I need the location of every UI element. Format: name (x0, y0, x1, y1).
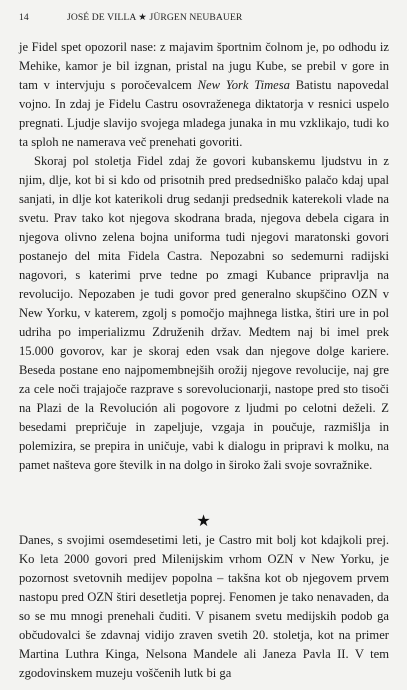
newspaper-title: New York Timesa (197, 78, 290, 92)
running-title: JOSÉ DE VILLA ★ JÜRGEN NEUBAUER (67, 12, 243, 23)
paragraph: Danes, s svojimi osemdesetimi leti, je Castro mit bolj kot kdajkoli prej. Ko leta 2000 govori pred Milenijskim vrhom OZN v New Yorku, je pozornost svetovnih medijev popolna – takšna kot ob njegovem prvem nastopu pred OZN štiri desetletja poprej. Fenomen je tako nenavaden, da so se mu mnogi prenehali čuditi. V pisanem svetu medijskih podob ga občudovalci še zdavnaj vidijo zraven svetih 20. stoletja, kot na primer Martina Luthra Kinga, Nelsona Mandele ali Janeza Pavla II. V tem zgodovinskem muzeju voščenih lutk bi ga (19, 533, 389, 680)
section-separator-star: ★ (196, 513, 211, 530)
paragraph-text: Batistu napovedal vojno. In zdaj je Fidelu Castru osovraženega diktatorja v resnici uspelo pregnati. Ljudje slavijo svojega mladega junaka in mu vzklikajo, tudi ko ta sploh ne namerava več prenehati govoriti. (19, 78, 389, 149)
running-header (19, 12, 393, 23)
body-text-section-2 (19, 531, 389, 683)
body-text (19, 38, 389, 475)
paragraph-text: je Fidel spet opozoril nase: z majavim športnim čolnom je, po odhodu iz Mehike, kamor je bil izgnan, pristal na jugu Kube, se prebil v gore in tam v intervjuju s poročevalcem (19, 40, 389, 92)
page-number: 14 (19, 12, 29, 23)
paragraph-continued (19, 38, 389, 152)
paragraph: Skoraj pol stoletja Fidel zdaj že govori kubanskemu ljudstvu in z njim, dlje, kot bi si kdo od prisotnih pred predsedniško palačo kdaj upal sanjati, in dlje kot katerikoli drug sedanji predsednik katerekoli vlade na svetu. Prav tako kot njegova skodrana brada, njegova debela cigara in njegova olivno zelena bojna uniforma tudi njegovi maratonski govori postanejo del mita Fidela Castra. Nepozabni so sedemurni radijski nagovori, s katerimi prve tedne po zmagi Kubance pripravlja na revolucijo. Nepozaben je tudi govor pred generalno skupščino OZN v New Yorku, v katerem, zgolj s pomočjo majhnega listka, štiri ure in pol udriha po imperializmu Združenih držav. Medtem naj bi imel prek 15.000 govorov, kar je skoraj eden vsak dan njegove dolge kariere. Beseda postane eno najpomembnejših orožij njegove revolucije, naj gre za cele noči trajajoče razprave s sorevolucionarji, nastope pred sto tisoči na Plazi de la Revolución ali pogovore z ljudmi po celotni deželi. Z besedami prepričuje in zapeljuje, vzgaja in poučuje, razmišlja in polemizira, se prepira in uničuje, vabi k dialogu in pripravi k molku, na pamet našteva gore številk in na dolgo in široko žali svoje sovražnike. (19, 154, 389, 472)
